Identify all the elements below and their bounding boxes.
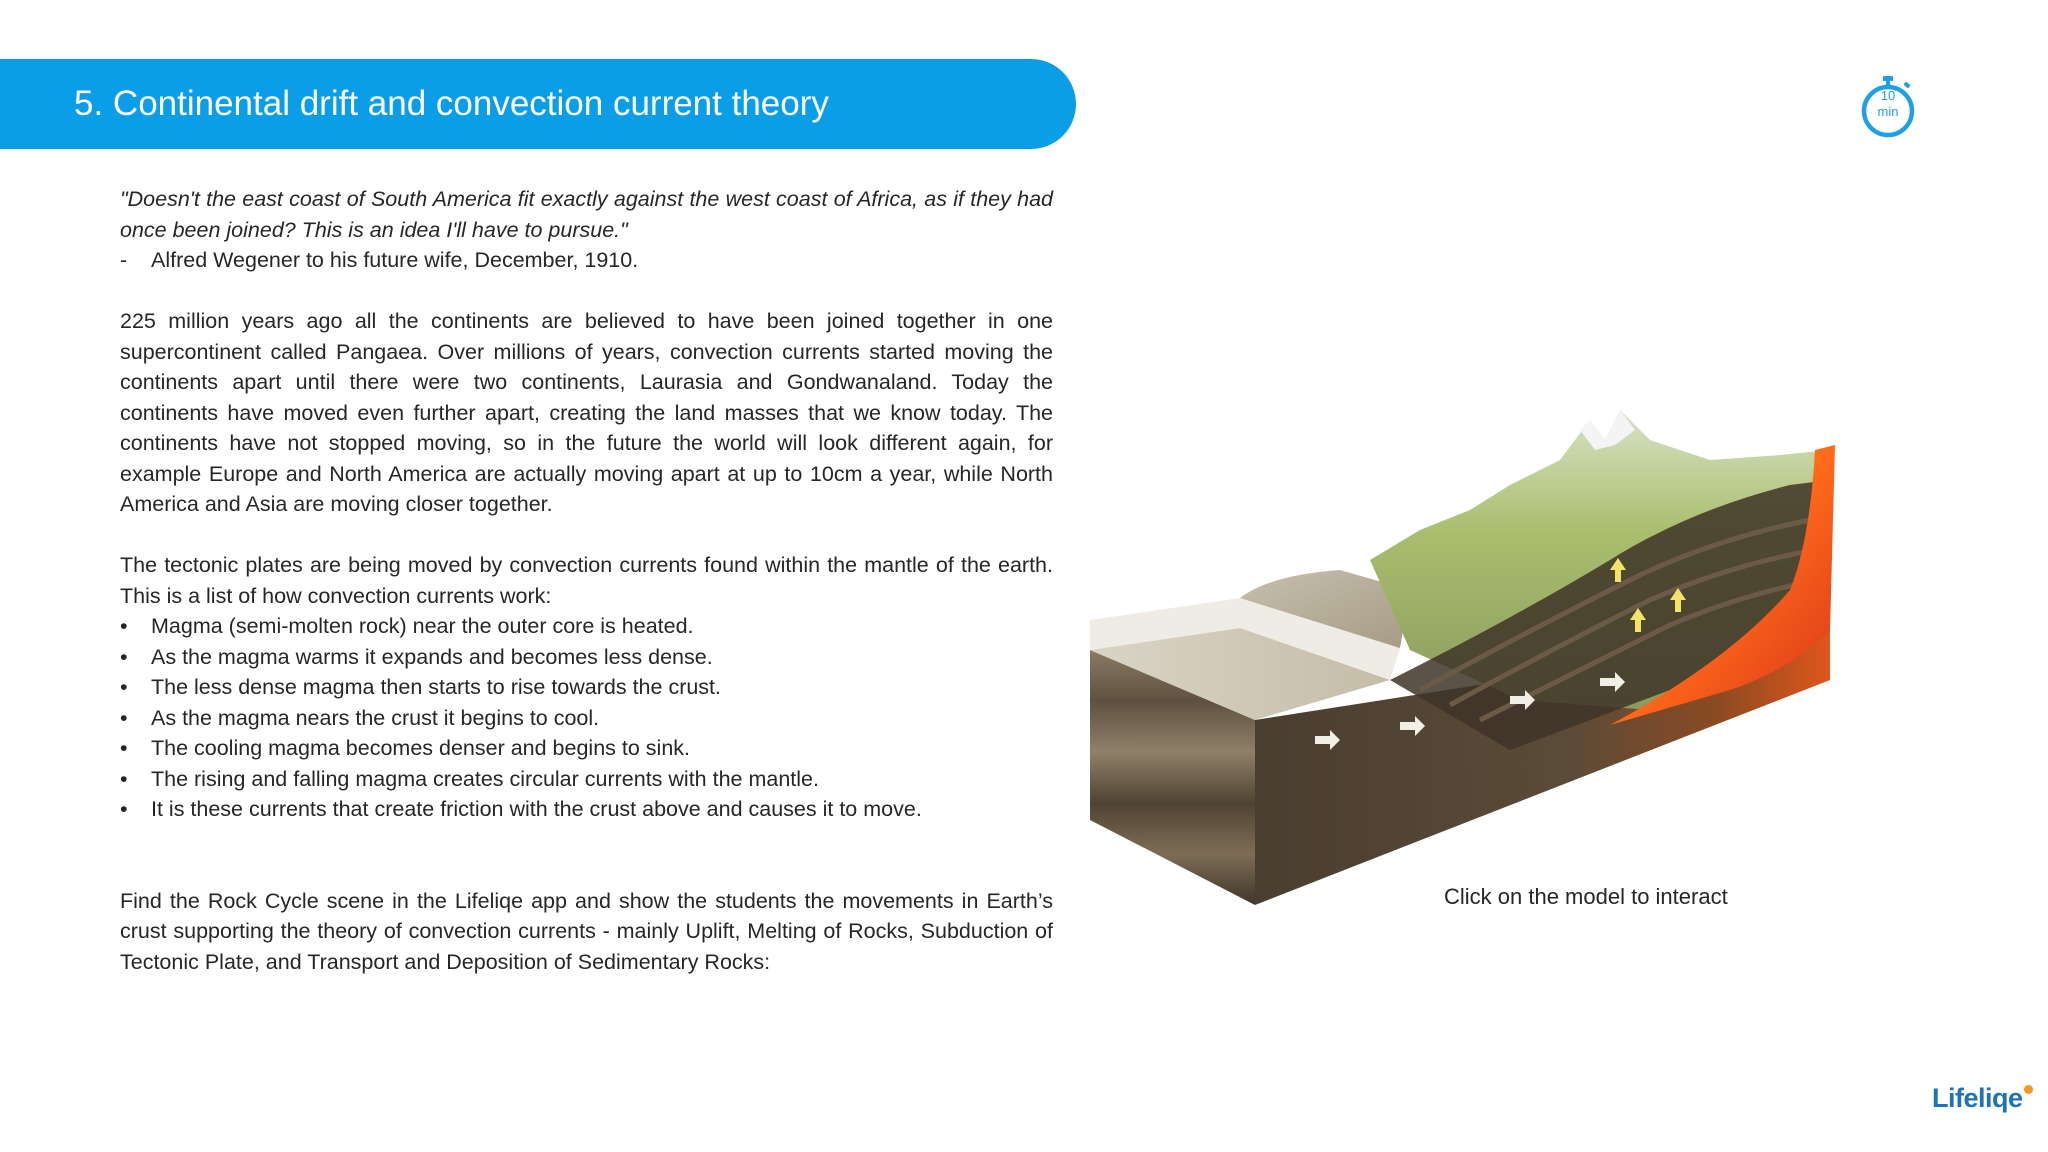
list-item: • As the magma warms it expands and becomes less dense. <box>120 642 1053 673</box>
list-item: • The cooling magma becomes denser and begins to sink. <box>120 733 1053 764</box>
list-item: • As the magma nears the crust it begins to cool. <box>120 703 1053 734</box>
attribution-dash: - <box>120 248 128 272</box>
timer-value: 10 <box>1880 88 1896 103</box>
convection-intro-paragraph: The tectonic plates are being moved by convection currents found within the mantle of the earth. This is a list of how convection currents work: <box>120 553 1053 608</box>
list-item: • Magma (semi-molten rock) near the outer core is heated. <box>120 611 1053 642</box>
list-item: • The rising and falling magma creates circular currents with the mantle. <box>120 764 1053 795</box>
body-text <box>120 184 1053 977</box>
list-item: • It is these currents that create friction with the crust above and causes it to move. <box>120 794 1053 825</box>
pangaea-paragraph: 225 million years ago all the continents are believed to have been joined together in one supercontinent called Pangaea. Over millions of years, convection currents started moving the continents apart until there were two continents, Laurasia and Gondwanaland. Today the continents have moved even further apart, creating the land masses that we know today. The continents have not stopped moving, so in the future the world will look different again, for example Europe and North America are actually moving apart at up to 10cm a year, while North America and Asia are moving closer together. <box>120 309 1053 516</box>
bullet-icon: • <box>120 736 128 760</box>
timer-label <box>1858 88 1918 120</box>
page-title: 5. Continental drift and convection current theory <box>74 84 829 123</box>
wegener-quote: "Doesn't the east coast of South America fit exactly against the west coast of Africa, as if they had once been joined? This is an idea I'll have to pursue." <box>120 187 1053 242</box>
list-item: • The less dense magma then starts to rise towards the crust. <box>120 672 1053 703</box>
convection-steps-list <box>120 611 1053 825</box>
model-caption: Click on the model to interact <box>1444 884 1728 909</box>
lifeliqe-instruction-paragraph: Find the Rock Cycle scene in the Lifeliqe app and show the students the movements in Earth’s crust supporting the theory of convection currents - mainly Uplift, Melting of Rocks, Subduction of Tectonic Plate, and Transport and Deposition of Sedimentary Rocks: <box>120 888 1053 974</box>
title-bar <box>0 59 1076 149</box>
logo-dot-icon <box>2024 1085 2033 1094</box>
timer-unit: min <box>1877 104 1899 119</box>
bullet-icon: • <box>120 644 128 669</box>
bullet-icon: • <box>120 766 128 791</box>
bullet-icon: • <box>120 614 128 638</box>
lifeliqe-logo <box>1932 1083 2033 1114</box>
bullet-icon: • <box>120 675 128 699</box>
logo-text: Lifeliqe <box>1932 1083 2023 1113</box>
attribution-text: Alfred Wegener to his future wife, December, 1910. <box>151 248 639 272</box>
bullet-icon: • <box>120 797 128 821</box>
quote-attribution <box>120 245 1053 276</box>
rock-cycle-3d-model[interactable] <box>1090 390 1850 920</box>
bullet-icon: • <box>120 705 128 730</box>
stopwatch-icon <box>1858 74 1918 138</box>
